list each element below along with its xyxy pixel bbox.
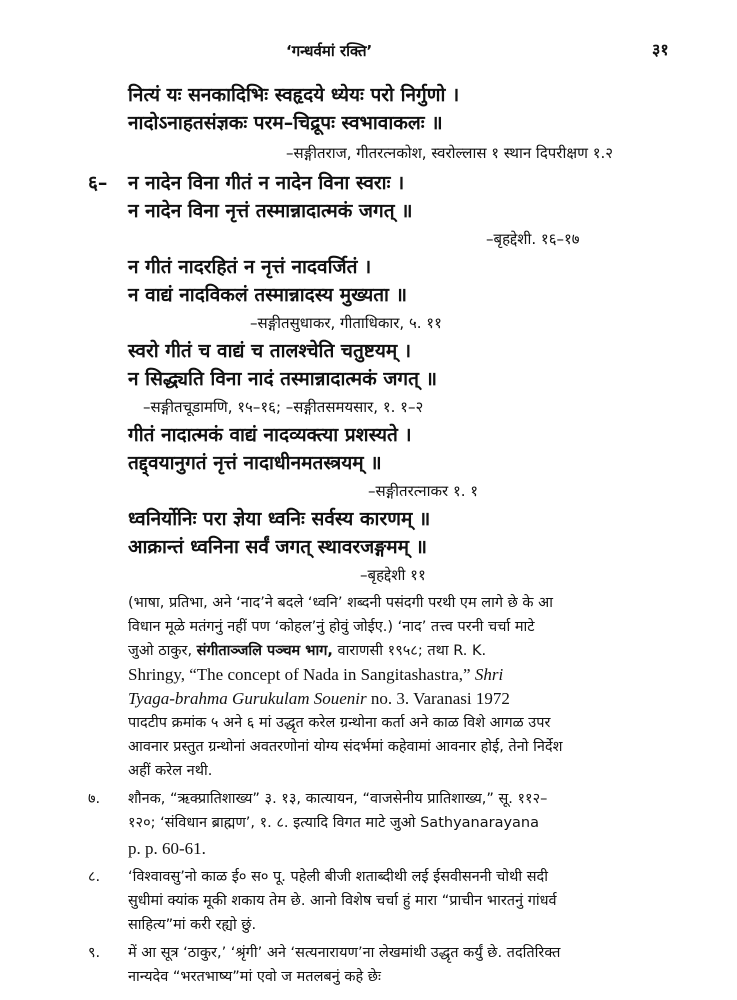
footnote-marker: ८.: [88, 869, 101, 885]
footnote-text: शौनक, “ऋक्प्रातिशाख्य” ३. १३, कात्यायन, “वाजसेनीय प्रातिशाख्य,” सू. ११२–: [128, 791, 548, 807]
footnote-marker: ६–: [88, 172, 108, 194]
verse-citation: –सङ्गीतरत्नाकर १. १: [368, 482, 479, 500]
verse-citation: –सङ्गीतराज, गीतरत्नकोश, स्वरोल्लास १ स्थान दिपरीक्षण १.२: [286, 144, 614, 162]
verse-line: गीतं नादात्मकं वाद्यं नादव्यक्त्या प्रशस्यते ।: [128, 424, 412, 446]
footnote-text: विधान मूळे मतंगनुं नहीं पण ‘कोहल’नुं होवुं जोईए.) ‘नाद’ तत्त्व परनी चर्चा माटे: [128, 619, 535, 635]
footnote-text: [128, 690, 510, 707]
verse-line: नित्यं यः सनकादिभिः स्वहृदये ध्येयः परो निर्गुणो ।: [128, 84, 460, 106]
footnote-text: ‘विश्वावसु’नो काळ ई० स० पू. पहेली बीजी शताब्दीथी लई ईसवीसननी चोथी सदी: [128, 869, 548, 885]
verse-line: न सिद्ध्यति विना नादं तस्मान्नादात्मकं जगत् ॥: [128, 368, 437, 390]
footnote-text: १२०; ‘संविधान ब्राह्मण’, १. ८. इत्यादि विगत माटे जुओ Sathyanarayana: [128, 815, 539, 831]
verse-citation: –सङ्गीतचूडामणि, १५–१६; –सङ्गीतसमयसार, १. १–२: [143, 398, 424, 416]
verse-line: ध्वनिर्योनिः परा ज्ञेया ध्वनिः सर्वस्य कारणम् ॥: [128, 508, 431, 530]
running-header: ‘गन्धर्वमां रक्ति’: [286, 42, 373, 60]
verse-line: आक्रान्तं ध्वनिना सर्वं जगत् स्थावरजङ्गमम् ॥: [128, 536, 427, 558]
footnote-text-part: वाराणसी १९५८; तथा R. K.: [337, 643, 487, 659]
publication-title: Shri: [474, 665, 504, 684]
verse-line: नादोऽनाहतसंज्ञकः परम–चिद्रूपः स्वभावाकलः ॥: [128, 112, 443, 134]
book-title: संगीताञ्जलि पञ्चम भाग,: [196, 643, 333, 659]
footnote-text-part: जुओ ठाकुर,: [128, 643, 193, 659]
footnote-text: सुधीमां क्यांक मूकी शकाय तेम छे. आनो विशेष चर्चा हुं मारा “प्राचीन भारतनुं गांधर्व: [128, 893, 557, 909]
verse-line: तद्द्वयानुगतं नृत्तं नादाधीनमतस्त्रयम् ॥: [128, 452, 382, 474]
publication-title: Tyaga-brahma Gurukulam Souenir: [128, 689, 367, 708]
footnote-text: [128, 666, 503, 683]
footnote-text: नान्यदेव “भरतभाष्य”मां एवो ज मतलबनुं कहे छेः: [128, 969, 381, 985]
footnote-text-part: no. 3. Varanasi 1972: [370, 689, 510, 708]
footnote-text: (भाषा, प्रतिभा, अने ‘नाद’ने बदले ‘ध्वनि’ शब्दनी पसंदगी परथी एम लागे छे के आ: [128, 595, 553, 611]
footnote-text: p. p. 60-61.: [128, 839, 206, 858]
footnote-text: आवनार प्रस्तुत ग्रन्थोनां अवतरणोनां योग्य संदर्भमां कहेवामां आवनार होई, तेनो निर्देश: [128, 739, 563, 755]
footnote-text-part: Shringy, “The concept of Nada in Sangitashastra,”: [128, 665, 471, 684]
verse-citation: –सङ्गीतसुधाकर, गीताधिकार, ५. ११: [250, 314, 442, 332]
footnote-marker: ९.: [88, 945, 101, 961]
footnote-text: में आ सूत्र ‘ठाकुर,’ ‘श्रृंगी’ अने ‘सत्यनारायण’ना लेखमांथी उद्धृत कर्युं छे. तदतिरिक्त: [128, 945, 561, 961]
footnote-text: साहित्य”मां करी रह्यो छुं.: [128, 917, 257, 933]
verse-line: स्वरो गीतं च वाद्यं च तालश्चेति चतुष्टयम् ।: [128, 340, 412, 362]
verse-citation: –बृहद्देशी ११: [360, 566, 426, 584]
footnote-text: [128, 644, 486, 659]
verse-line: न नादेन विना गीतं न नादेन विना स्वराः ।: [128, 172, 405, 194]
page-number: ३१: [652, 40, 669, 59]
verse-line: न नादेन विना नृत्तं तस्मान्नादात्मकं जगत् ॥: [128, 200, 413, 222]
footnote-text: पादटीप क्रमांक ५ अने ६ मां उद्धृत करेल ग्रन्थोना कर्ता अने काळ विशे आगळ उपर: [128, 715, 551, 731]
footnote-text: अहीं करेल नथी.: [128, 763, 213, 779]
footnote-marker: ७.: [88, 791, 101, 807]
verse-line: न गीतं नादरहितं न नृत्तं नादवर्जितं ।: [128, 256, 372, 278]
verse-line: न वाद्यं नादविकलं तस्मान्नादस्य मुख्यता ॥: [128, 284, 407, 306]
verse-citation: –बृहद्देशी. १६–१७: [486, 230, 580, 248]
